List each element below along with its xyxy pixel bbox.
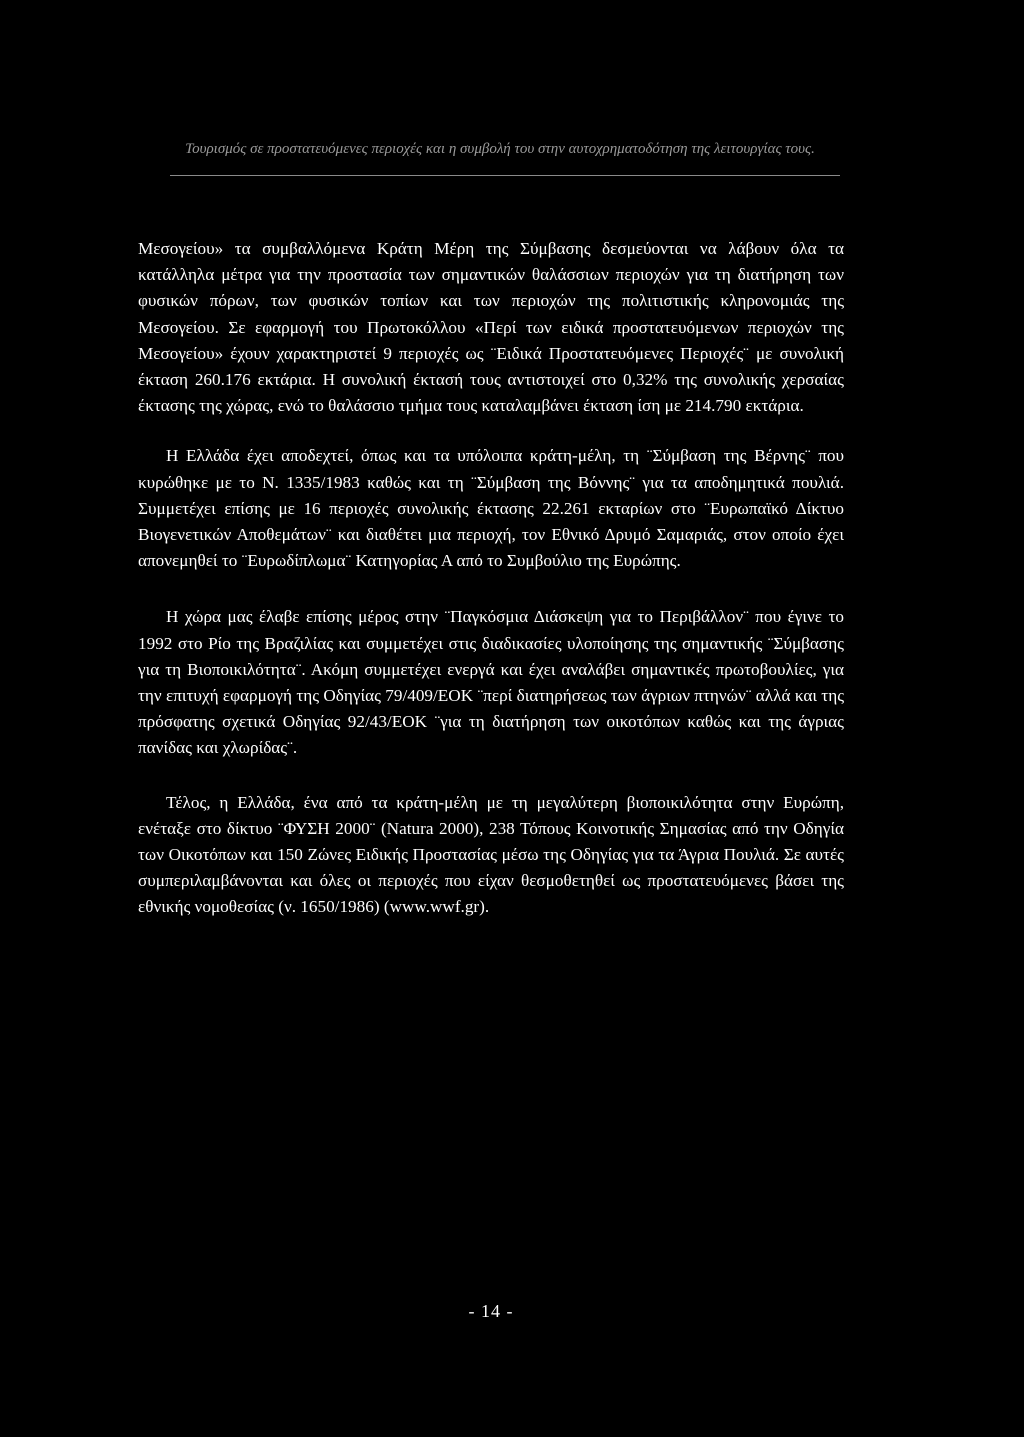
paragraph-3: Η χώρα μας έλαβε επίσης μέρος στην ¨Παγκόσμια Διάσκεψη για το Περιβάλλον¨ που έγινε το 1992 στο Ρίο της Βραζιλίας και συμμετέχει στις διαδικασίες υλοποίησης της σημαντικής ¨Σύμβασης για τη Βιοποικιλότητα¨. Ακόμη συμμετέχει ενεργά και έχει αναλάβει σημαντικές πρωτοβουλίες, για την επιτυχή εφαρμογή της Οδηγίας 79/409/ΕΟΚ ¨περί διατηρήσεως των άγριων πτηνών¨ αλλά και της πρόσφατης σχετικά Οδηγίας 92/43/ΕΟΚ ¨για τη διατήρηση των οικοτόπων καθώς και της άγριας πανίδας και χλωρίδας¨.	[138, 607, 844, 758]
page-number: - 14 -	[468, 1301, 514, 1321]
paragraph-2: Η Ελλάδα έχει αποδεχτεί, όπως και τα υπόλοιπα κράτη-μέλη, τη ¨Σύμβαση της Βέρνης¨ που κυρώθηκε με το Ν. 1335/1983 καθώς και τη ¨Σύμβαση της Βόννης¨ για τα αποδημητικά πουλιά. Συμμετέχει επίσης με 16 περιοχές συνολικής έκτασης 22.261 εκταρίων στο ¨Ευρωπαϊκό Δίκτυο Βιογενετικών Αποθεμάτων¨ και διαθέτει μια περιοχή, τον Εθνικό Δρυμό Σαμαριάς, στον οποίο έχει απονεμηθεί το ¨Ευρωδίπλωμα¨ Κατηγορίας Α από το Συμβούλιο της Ευρώπης.	[138, 446, 844, 571]
running-header: Τουρισμός σε προστατευόμενες περιοχές και η συμβολή του στην αυτοχρηματοδότηση της λειτουργίας τους.	[185, 141, 815, 157]
paragraph-1: Μεσογείου» τα συμβαλλόμενα Κράτη Μέρη της Σύμβασης δεσμεύονται να λάβουν όλα τα κατάλληλα μέτρα για την προστασία των σημαντικών θαλάσσιων περιοχών για τη διατήρηση των φυσικών πόρων, των φυσικών τοπίων και των περιοχών της πολιτιστικής κληρονομιάς της Μεσογείου. Σε εφαρμογή του Πρωτοκόλλου «Περί των ειδικά προστατευόμενων περιοχών της Μεσογείου» έχουν χαρακτηριστεί 9 περιοχές ως ¨Ειδικά Προστατευόμενες Περιοχές¨ με συνολική έκταση 260.176 εκτάρια. Η συνολική έκτασή τους αντιστοιχεί στο 0,32% της συνολικής χερσαίας έκτασης της χώρας, ενώ το θαλάσσιο τμήμα τους καταλαμβάνει έκταση ίση με 214.790 εκτάρια.	[138, 239, 844, 416]
body-text	[138, 236, 844, 921]
paragraph-4: Τέλος, η Ελλάδα, ένα από τα κράτη-μέλη με τη μεγαλύτερη βιοποικιλότητα στην Ευρώπη, ενέταξε στο δίκτυο ¨ΦΥΣΗ 2000¨ (Natura 2000), 238 Τόπους Κοινοτικής Σημασίας από την Οδηγία των Οικοτόπων και 150 Ζώνες Ειδικής Προστασίας μέσω της Οδηγίας για τα Άγρια Πουλιά. Σε αυτές συμπεριλαμβάνονται και όλες οι περιοχές που είχαν θεσμοθετηθεί ως προστατευόμενες βάσει της εθνικής νομοθεσίας (ν. 1650/1986) (www.wwf.gr).	[138, 792, 844, 917]
header-divider	[170, 175, 840, 176]
